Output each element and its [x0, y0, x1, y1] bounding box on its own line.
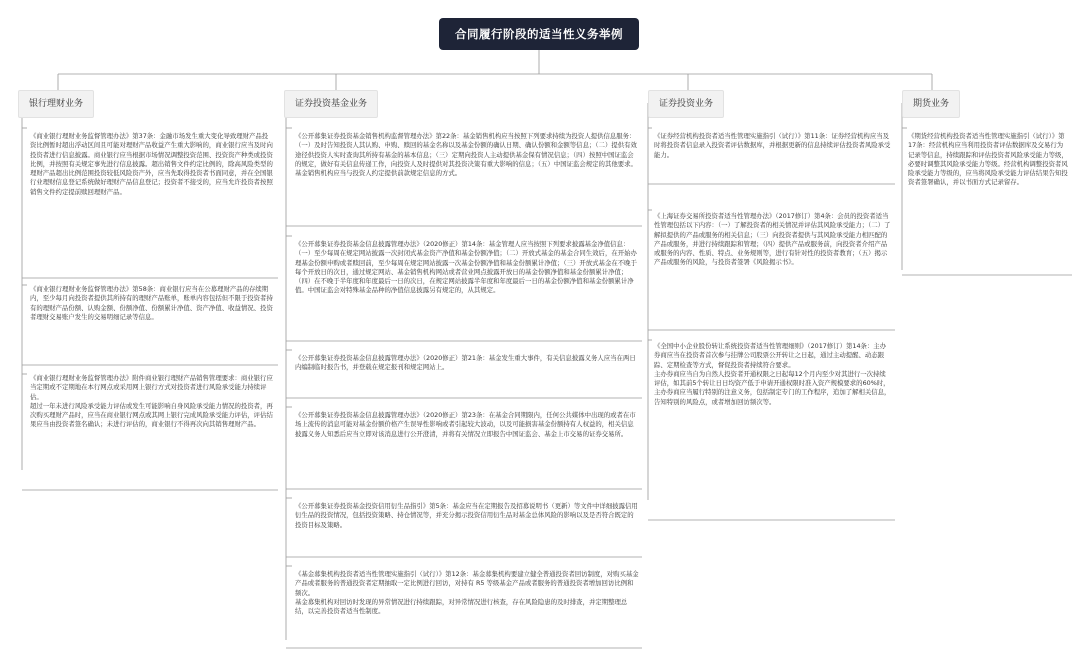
fund-item-6: 《基金募集机构投资者适当性管理实施指引（试行）》第12条：基金募集机构要建立健全普通投资者回访制度，对购买基金产品或者服务的普通投资者定期抽取一定比例进行回访，对持有 R5 等级基金产品或者服务的普通投资者增加回访比例和频次。 基金募集机构对回访时发现的异常情况进行持续跟踪，对异常情况进行核查，存在风险隐患的及时排查，并定期整理总结，以完善投资者适当性制度。: [295, 570, 639, 616]
securities-item-3: 《全国中小企业股份转让系统投资者适当性管理细则》（2017修订）第14条：主办券商应当在投资者首次参与挂牌公司股票公开转让之日起，通过主动提醒、动态跟踪、定期检查等方式，督促投资者持续符合要求。 主办券商应当自为自然人投资者开通权限之日起每12个月内至少对其进行一次持续评估，如其前5个转让日日均资产低于申请开通权限时准入资产规模要求的60%时，主办券商应当履行特别的注意义务，包括制定专门的工作程序，追加了解相关信息，告知特别的风险点，或者增加回访频次等。: [654, 342, 891, 406]
category-securities: 证券投资业务: [648, 90, 724, 118]
fund-item-5: 《公开募集证券投资基金投资信用衍生品指引》第5条：基金应当在定期报告及招募说明书（更新）等文件中详细披露信用衍生品的投资情况，包括投资策略、持仓情况等，并充分揭示投资信用衍生品对基金总体风险的影响以及是否符合既定的投资目标及策略。: [295, 502, 638, 529]
securities-item-1: 《证券经营机构投资者适当性管理实施指引（试行）》第11条：证券经营机构应当及时将投资者信息录入投资者评估数据库，并根据更新的信息持续评估投资者风险承受能力。: [654, 132, 891, 159]
fund-item-2: 《公开募集证券投资基金信息披露管理办法》（2020修正）第14条：基金管理人应当按照下列要求披露基金净值信息：（一）至少每周在规定网站披露一次封闭式基金资产净值和基金份额净值；（二）开放式基金的基金合同生效后，在开始办理基金份额申购或者赎回前，至少每周在规定网站披露一次基金份额净值和基金份额累计净值；（三）开放式基金在不晚于每个开放日的次日，通过规定网站、基金销售机构网站或者营业网点披露开放日的基金份额净值和基金份额累计净值；（四）在不晚于半年度和年度最后一日的次日，在规定网站披露半年度和年度最后一日的基金份额净值和基金份额累计净值。中国证监会对特殊基金品种的净值信息披露另有规定的，从其规定。: [295, 240, 637, 295]
bank-item-2: 《商业银行理财业务监督管理办法》第58条：商业银行应当在公募理财产品的存续期内，至少每月向投资者提供其所持有的理财产品账单，账单内容包括但不限于投资者持有的理财产品份额、认购金额、份额净值、份额累计净值、资产净值、收益情况、投资者理财交易账户发生的交易明细记录等信息。: [30, 285, 273, 321]
root-topic: 合同履行阶段的适当性义务举例: [439, 18, 639, 50]
securities-item-2: 《上海证券交易所投资者适当性管理办法》（2017修订）第4条：会员的投资者适当性管理包括以下内容：（一）了解投资者的相关情况并评估其风险承受能力；（二）了解拟提供的产品或服务的相关信息；（三）向投资者提供与其风险承受能力相匹配的产品或服务，并进行持续跟踪和管理；（四）提供产品或服务前，向投资者介绍产品或服务的内容、性质、特点、业务规则等，进行有针对性的投资者教育；（五）揭示产品或服务的风险，与投资者签署《风险揭示书》。: [654, 212, 891, 267]
fund-item-4: 《公开募集证券投资基金信息披露管理办法》（2020修正）第23条：在基金合同期限内，任何公共媒体中出现的或者在市场上流传的消息可能对基金份额价格产生误导性影响或者引起较大波动，以及可能损害基金份额持有人权益的，相关信息披露义务人知悉后应当立即对该消息进行公开澄清，并将有关情况立即报告中国证监会、基金上市交易的证券交易所。: [295, 411, 636, 438]
fund-item-1: 《公开募集证券投资基金销售机构监督管理办法》第22条：基金销售机构应当按照下列要求持续为投资人提供信息服务：（一）及时告知投资人其认购、申购、赎回的基金名称以及基金份额的确认日期、确认份额和金额等信息；（二）提供有效途径供投资人实时查询其所持有基金的基本信息；（三）定期向投资人主动提供基金保有情况信息；（四）按照中国证监会的规定，做好有关信息传递工作，向投资人及时提供对其投资决策有重大影响的信息；（五）中国证监会规定的其他要求。基金销售机构应当与投资人约定提供前款规定信息的方式。: [295, 132, 637, 178]
futures-item-1: 《期货经营机构投资者适当性管理实施指引（试行）》第17条：经营机构应当利用投资者评估数据库及交易行为记录等信息，持续跟踪和评估投资者风险承受能力等级，必要时调整其风险承受能力等级。经营机构调整投资者风险承受能力等级的，应当将风险承受能力评估结果告知投资者签署确认，并以书面方式记录留存。: [908, 132, 1068, 187]
fund-item-3: 《公开募集证券投资基金信息披露管理办法》（2020修正）第21条：基金发生重大事件，有关信息披露义务人应当在两日内编制临时报告书，并登载在规定报刊和规定网站上。: [295, 354, 636, 372]
category-fund: 证券投资基金业务: [284, 90, 378, 118]
bank-item-1: 《商业银行理财业务监督管理办法》第37条：金融市场发生重大变化导致理财产品投资比例暂时超出浮动区间且可能对理财产品收益产生重大影响的，商业银行应当及时向投资者进行信息披露。商业银行应当根据市场情况调整投资范围、投资资产种类或投资比例，并按照有关规定事先进行信息披露。超出销售文件约定比例的，除高风险类型的理财产品超出比例范围投资较低风险资产外，应当先取得投资者书面同意，并在全国银行业理财信息登记系统做好理财产品信息登记；投资者不接受的，应当允许投资者按照销售文件约定提前赎回理财产品。: [30, 132, 273, 196]
category-bank-wealth: 银行理财业务: [18, 90, 94, 118]
bank-item-3: 《商业银行理财业务监督管理办法》附件商业银行理财产品销售管理要求：商业银行应当定期或不定期地在本行网点或采用网上银行方式对投资者进行风险承受能力持续评估。 超过一年未进行风险承受能力评估或发生可能影响自身风险承受能力情况的投资者，再次购买理财产品时，应当在商业银行网点或其网上银行完成风险承受能力评估，评估结果应当由投资者签名确认；未进行评估的，商业银行不得再次向其销售理财产品。: [30, 374, 273, 429]
category-futures: 期货业务: [902, 90, 960, 118]
